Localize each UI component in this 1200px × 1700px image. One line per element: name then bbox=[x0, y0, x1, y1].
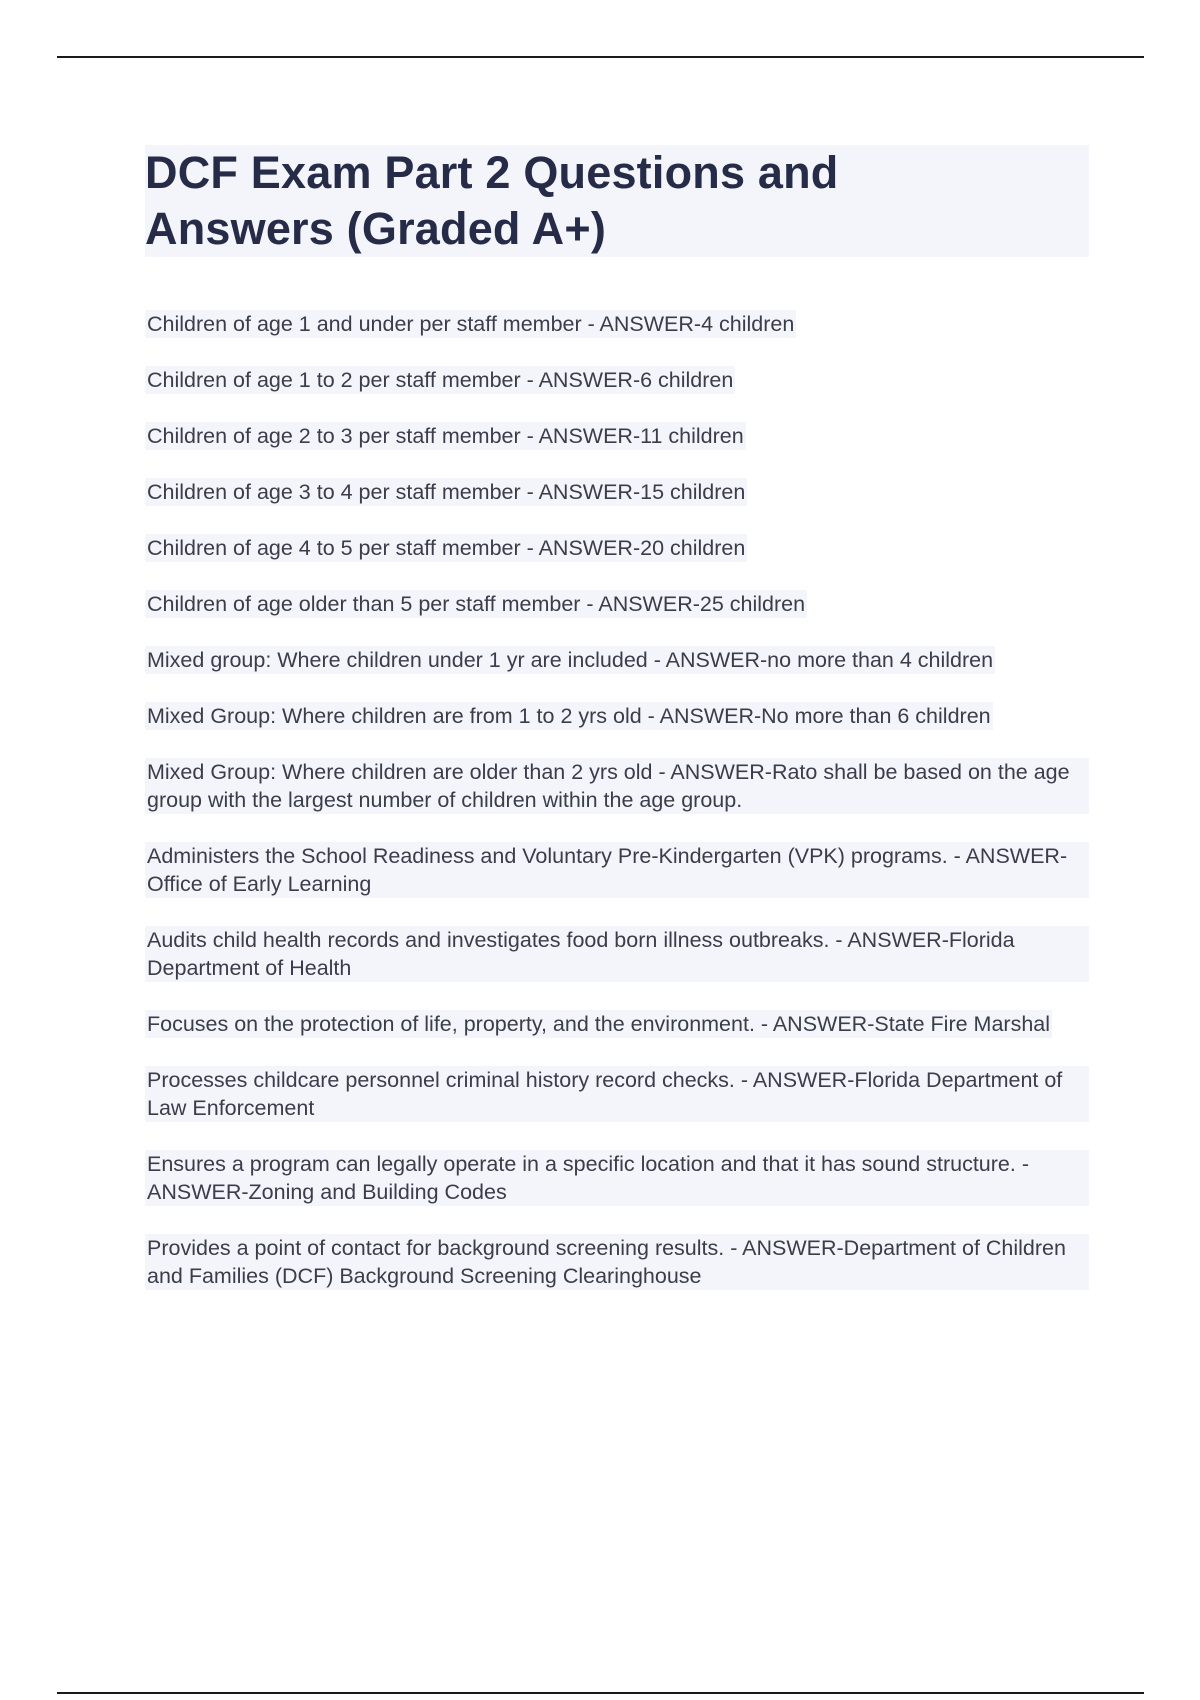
qa-text: Children of age older than 5 per staff member - ANSWER-25 children bbox=[147, 592, 806, 616]
qa-text: Audits child health records and investigates food born illness outbreaks. - ANSWER-Florida Department of Health bbox=[145, 926, 1089, 982]
list-item bbox=[145, 310, 1090, 338]
qa-text: Ensures a program can legally operate in a specific location and that it has sound structure. - ANSWER-Zoning and Building Codes bbox=[145, 1150, 1089, 1206]
qa-text: Children of age 2 to 3 per staff member - ANSWER-11 children bbox=[147, 424, 744, 448]
list-item bbox=[145, 366, 1090, 394]
list-item bbox=[145, 702, 1090, 730]
bottom-rule bbox=[57, 1692, 1144, 1694]
qa-list bbox=[145, 310, 1090, 1318]
qa-text: Mixed Group: Where children are from 1 to 2 yrs old - ANSWER-No more than 6 children bbox=[147, 704, 991, 728]
qa-text: Mixed Group: Where children are older than 2 yrs old - ANSWER-Rato shall be based on the age group with the largest number of children within the age group. bbox=[145, 758, 1089, 814]
qa-text: Mixed group: Where children under 1 yr are included - ANSWER-no more than 4 children bbox=[147, 648, 994, 672]
list-item bbox=[145, 1066, 1090, 1122]
list-item bbox=[145, 534, 1090, 562]
list-item bbox=[145, 758, 1090, 814]
list-item bbox=[145, 422, 1090, 450]
page-title: DCF Exam Part 2 Questions and Answers (Graded A+) bbox=[145, 147, 839, 254]
list-item bbox=[145, 646, 1090, 674]
top-rule bbox=[57, 56, 1144, 58]
qa-text: Processes childcare personnel criminal history record checks. - ANSWER-Florida Department of Law Enforcement bbox=[145, 1066, 1089, 1122]
qa-text: Children of age 1 and under per staff member - ANSWER-4 children bbox=[147, 312, 795, 336]
list-item bbox=[145, 1234, 1090, 1290]
list-item bbox=[145, 926, 1090, 982]
qa-text: Children of age 3 to 4 per staff member - ANSWER-15 children bbox=[147, 480, 746, 504]
qa-text: Administers the School Readiness and Voluntary Pre-Kindergarten (VPK) programs. - ANSWER-Office of Early Learning bbox=[145, 842, 1089, 898]
list-item bbox=[145, 842, 1090, 898]
list-item bbox=[145, 1150, 1090, 1206]
qa-text: Focuses on the protection of life, property, and the environment. - ANSWER-State Fire Marshal bbox=[147, 1012, 1051, 1036]
qa-text: Children of age 1 to 2 per staff member - ANSWER-6 children bbox=[147, 368, 734, 392]
list-item bbox=[145, 590, 1090, 618]
list-item bbox=[145, 1010, 1090, 1038]
list-item bbox=[145, 478, 1090, 506]
qa-text: Children of age 4 to 5 per staff member - ANSWER-20 children bbox=[147, 536, 746, 560]
qa-text: Provides a point of contact for background screening results. - ANSWER-Department of Children and Families (DCF) Background Screening Clearinghouse bbox=[145, 1234, 1089, 1290]
